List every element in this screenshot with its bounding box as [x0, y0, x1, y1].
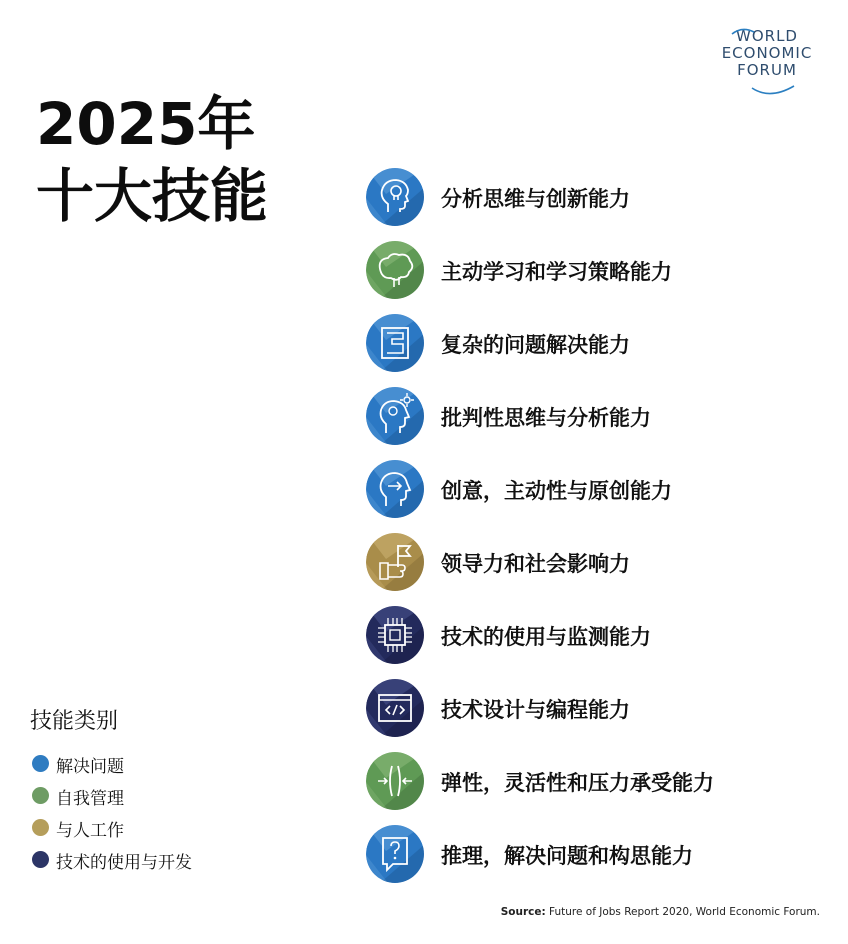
legend-label: 技术的使用与开发	[56, 853, 192, 873]
logo-line-3: FORUM	[737, 61, 797, 79]
skill-item-1	[366, 168, 826, 228]
brain-icon	[366, 241, 424, 299]
question-card-icon	[366, 825, 424, 883]
skill-label: 创意，主动性与原创能力	[441, 479, 672, 503]
skill-item-8	[366, 679, 826, 739]
skill-label: 推理，解决问题和构思能力	[441, 844, 693, 868]
code-window-icon	[366, 679, 424, 737]
title-year: 2025年	[36, 90, 256, 158]
skill-label: 批判性思维与分析能力	[441, 406, 651, 430]
flag-hand-icon	[366, 533, 424, 591]
skill-label: 分析思维与创新能力	[441, 187, 630, 211]
skill-label: 主动学习和学习策略能力	[441, 260, 672, 284]
chip-icon	[366, 606, 424, 664]
title-heading: 十大技能	[36, 162, 269, 230]
logo-line-1: WORLD	[736, 27, 798, 45]
skill-item-7	[366, 606, 826, 666]
logo-arc-icon	[712, 28, 822, 98]
skill-label: 技术设计与编程能力	[441, 698, 630, 722]
maze-icon	[366, 314, 424, 372]
skill-item-6	[366, 533, 826, 593]
skill-item-5	[366, 460, 826, 520]
legend-dot	[32, 755, 49, 772]
legend-dot	[32, 851, 49, 868]
skill-item-4	[366, 387, 826, 447]
source-text: Future of Jobs Report 2020, World Economic Forum.	[545, 906, 820, 918]
source-label: Source:	[500, 906, 546, 918]
legend-label: 与人工作	[56, 821, 124, 841]
skill-item-2	[366, 241, 826, 301]
logo-line-2: ECONOMIC	[721, 44, 813, 62]
page-title	[36, 88, 268, 232]
creative-head-icon	[366, 460, 424, 518]
skill-label: 领导力和社会影响力	[441, 552, 630, 576]
lightbulb-head-icon	[366, 168, 424, 226]
legend-item-self	[30, 781, 124, 813]
legend-item-tech	[30, 845, 192, 877]
legend-label: 解决问题	[56, 757, 124, 777]
legend-dot	[32, 787, 49, 804]
skill-item-10	[366, 825, 826, 885]
legend-item-people	[30, 813, 124, 845]
thinking-head-icon	[366, 387, 424, 445]
skill-item-3	[366, 314, 826, 374]
pressure-arrows-icon	[366, 752, 424, 810]
legend-dot	[32, 819, 49, 836]
legend	[30, 704, 192, 877]
source-note	[501, 906, 820, 918]
legend-item-solve	[30, 749, 124, 781]
legend-title: 技能类别	[30, 709, 119, 734]
wef-logo	[712, 28, 822, 98]
skill-label: 弹性，灵活性和压力承受能力	[441, 771, 714, 795]
legend-label: 自我管理	[56, 789, 124, 809]
skill-label: 复杂的问题解决能力	[441, 333, 630, 357]
skill-item-9	[366, 752, 826, 812]
skill-label: 技术的使用与监测能力	[441, 625, 651, 649]
